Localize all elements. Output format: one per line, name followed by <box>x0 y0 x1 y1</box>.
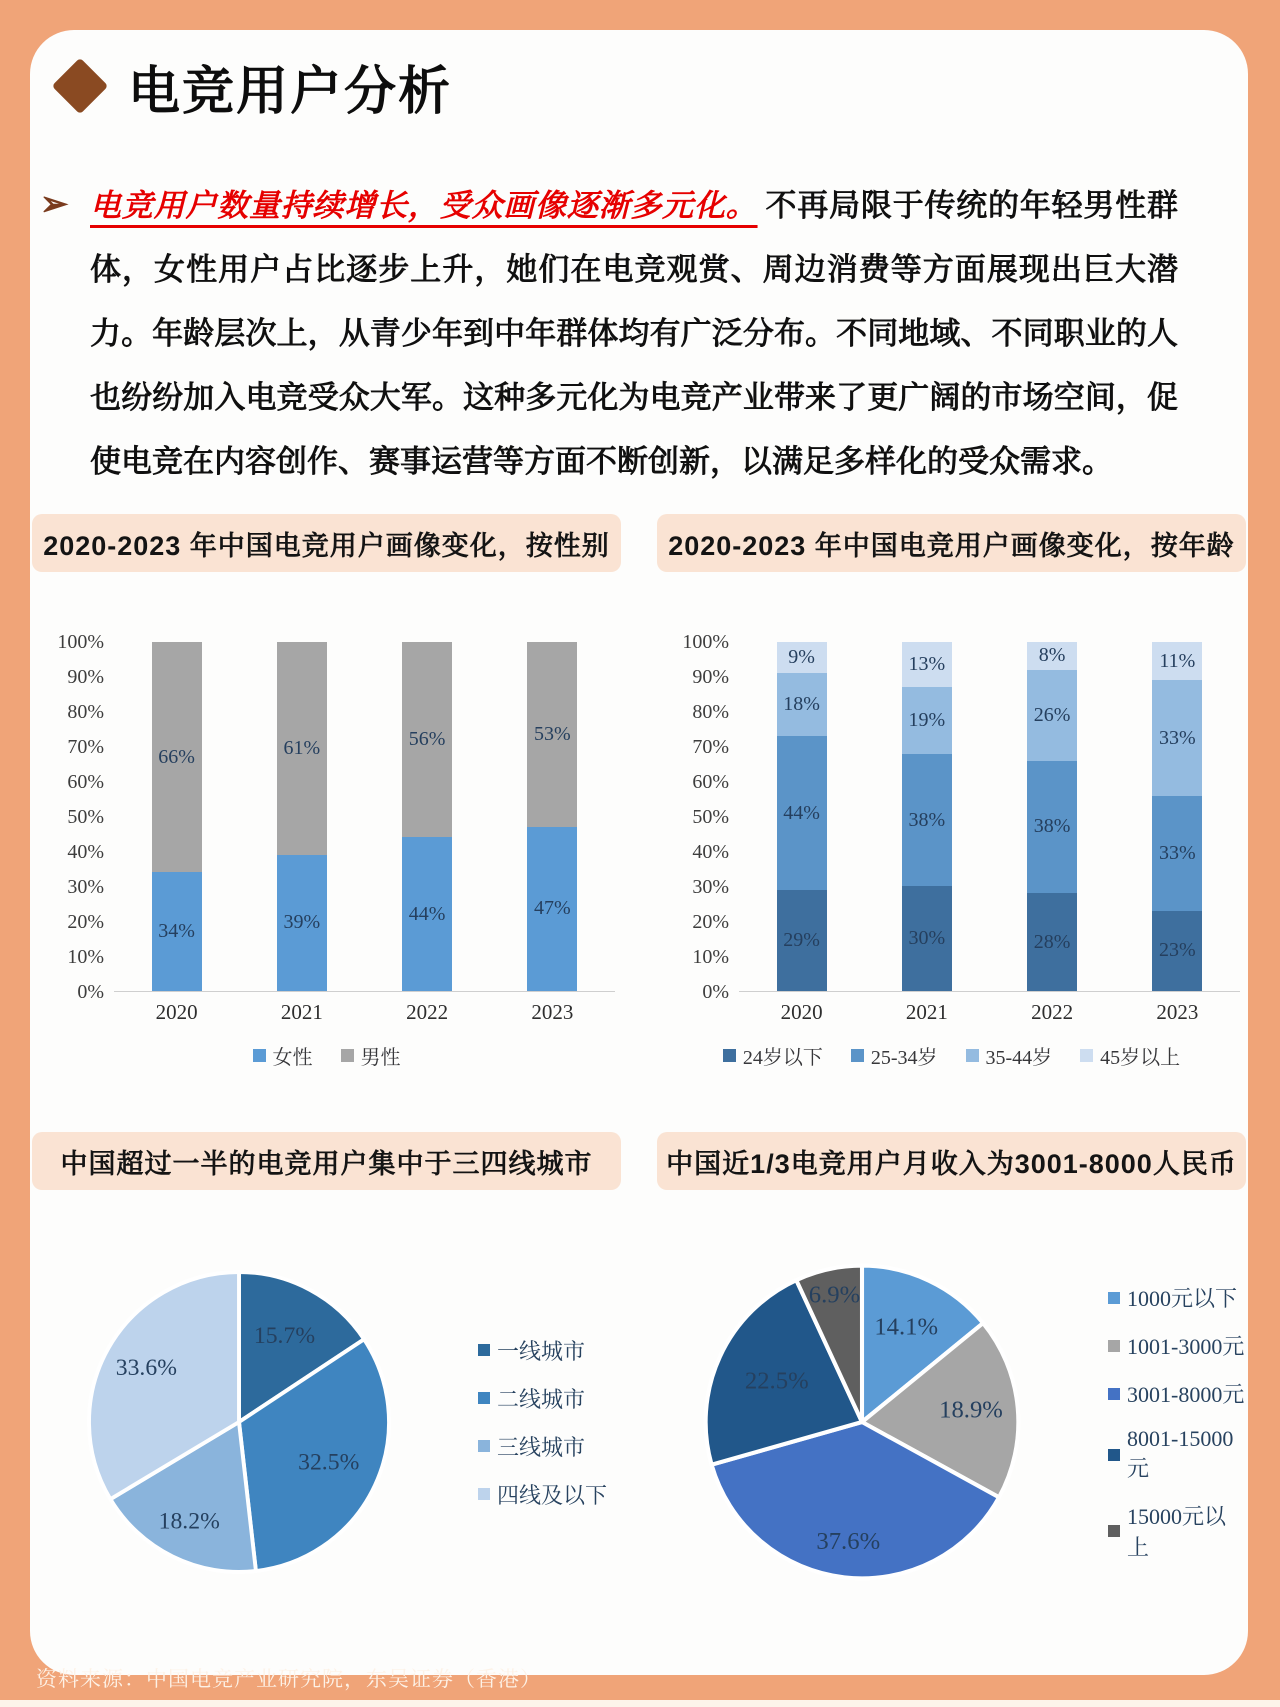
legend-item <box>1108 1500 1246 1562</box>
stacked-bar <box>777 642 827 991</box>
bar-value-label: 11% <box>1159 649 1196 672</box>
legend-item <box>1108 1282 1246 1313</box>
pie-svg <box>74 1257 404 1587</box>
legend-label: 35-44岁 <box>985 1047 1053 1069</box>
legend-label: 1001-3000元 <box>1127 1334 1245 1359</box>
bar-value-label: 26% <box>1033 703 1071 726</box>
bar-segment <box>402 837 452 991</box>
bar-segment <box>527 642 577 827</box>
bar-charts-row <box>32 572 1246 1070</box>
bar-segment <box>777 642 827 673</box>
bar-slot <box>490 642 615 991</box>
source-note: 资料来源：中国电竞产业研究院，东吴证券（香港） <box>36 1668 542 1691</box>
y-axis-tick-label: 50% <box>67 806 104 828</box>
legend-item <box>478 1335 607 1366</box>
bar-value-label: 53% <box>534 723 571 745</box>
bar-value-label: 66% <box>158 745 195 768</box>
y-axis-tick-label: 0% <box>77 981 104 1003</box>
legend-marker-icon <box>851 1049 864 1062</box>
stacked-bar <box>402 642 452 991</box>
chart-legend <box>32 1041 621 1070</box>
bar-value-label: 28% <box>1033 930 1071 953</box>
pie-svg <box>690 1250 1034 1594</box>
bar-slot <box>114 642 239 991</box>
bar-slot <box>365 642 490 991</box>
y-axis-tick-label: 60% <box>692 771 729 793</box>
legend-item <box>1108 1426 1246 1483</box>
legend-label: 24岁以下 <box>742 1047 823 1069</box>
y-axis-tick-label: 30% <box>692 876 729 898</box>
bar-value-label: 18% <box>783 693 820 716</box>
bar-value-label: 56% <box>408 728 446 751</box>
bar-segment <box>1027 761 1077 894</box>
chart-title-gender: 2020-2023 年中国电竞用户画像变化，按性别 <box>32 514 621 572</box>
legend-marker-icon <box>1108 1292 1120 1304</box>
legend-marker-icon <box>478 1488 490 1500</box>
bar-segment <box>152 872 202 991</box>
bar-segment <box>902 642 952 687</box>
pie-value-label <box>939 1397 1003 1424</box>
y-axis-tick-label: 50% <box>692 806 729 828</box>
legend-label: 三线城市 <box>497 1434 586 1460</box>
legend-item <box>341 1041 401 1070</box>
y-axis-tick-label: 0% <box>702 981 729 1003</box>
chart-legend <box>657 1041 1246 1070</box>
x-axis-labels <box>739 1000 1240 1025</box>
bar-segment <box>777 673 827 736</box>
stacked-bar <box>152 642 202 991</box>
summary-block <box>40 174 1178 494</box>
x-axis-tick-label: 2022 <box>406 1000 449 1024</box>
bar-value-label: 39% <box>283 911 321 934</box>
bar-slot <box>990 642 1115 991</box>
y-axis-tick-label: 40% <box>67 841 104 863</box>
bar-value-label: 47% <box>534 897 571 920</box>
bar-slot <box>1115 642 1240 991</box>
bar-segment <box>1152 680 1202 795</box>
x-axis-tick-label: 2021 <box>905 1000 948 1024</box>
legend-marker-icon <box>1108 1525 1120 1537</box>
stacked-bar <box>527 642 577 991</box>
stacked-bar <box>277 642 327 991</box>
summary-paragraph <box>90 174 1178 494</box>
legend-marker-icon <box>253 1049 266 1062</box>
legend-label: 45岁以上 <box>1100 1047 1181 1069</box>
bar-segment <box>152 642 202 872</box>
y-axis-tick-label: 40% <box>692 841 729 863</box>
pie-value-label <box>816 1528 880 1555</box>
stacked-bar <box>902 642 952 991</box>
legend-marker-icon <box>723 1049 736 1062</box>
chart-title-age: 2020-2023 年中国电竞用户画像变化，按年龄 <box>657 514 1246 572</box>
y-axis-tick-label: 80% <box>67 701 104 723</box>
legend-label: 1000元以下 <box>1127 1286 1238 1311</box>
income-pie-chart <box>666 1190 1246 1594</box>
legend-item <box>1080 1041 1180 1070</box>
legend-item <box>478 1479 607 1510</box>
legend-label: 一线城市 <box>497 1338 586 1364</box>
bar-value-label: 23% <box>1159 939 1196 962</box>
x-axis-labels <box>114 1000 615 1025</box>
summary-body: 不再局限于传统的年轻男性群体，女性用户占比逐步上升，她们在电竞观赏、周边消费等方面展现出巨大潜力。年龄层次上，从青少年到中年群体均有广泛分布。不同地域、不同职业的人也纷纷加入电竞受众大军。这种多元化为电竞产业带来了更广阔的市场空间，促使电竞在内容创作、赛事运营等方面不断创新，以满足多样化的受众需求。 <box>90 188 1179 479</box>
y-axis-tick-label: 100% <box>682 631 729 653</box>
bar-value-label: 13% <box>908 653 946 676</box>
legend-item <box>478 1383 607 1414</box>
legend-marker-icon <box>341 1049 354 1062</box>
y-axis <box>665 631 729 1003</box>
pie-value-label <box>745 1368 809 1395</box>
y-axis-tick-label: 80% <box>692 701 729 723</box>
summary-highlight: 电竞用户数量持续增长，受众画像逐渐多元化。 <box>90 188 758 223</box>
city-tier-pie-chart <box>32 1190 630 1594</box>
bar-chart-plot <box>665 631 1246 1003</box>
bottom-strip <box>0 1700 1280 1707</box>
legend-label: 25-34岁 <box>870 1047 938 1069</box>
bar-segment <box>902 754 952 887</box>
legend-marker-icon <box>966 1049 979 1062</box>
y-axis-tick-label: 30% <box>67 876 104 898</box>
chart-legend <box>1108 1282 1246 1562</box>
y-axis-tick-label: 70% <box>692 736 729 758</box>
bar-segment <box>902 886 952 991</box>
bar-slot <box>864 642 989 991</box>
legend-marker-icon <box>1080 1049 1093 1062</box>
y-axis-tick-label: 20% <box>692 911 729 933</box>
legend-marker-icon <box>1108 1340 1120 1352</box>
bar-segment <box>1027 642 1077 670</box>
y-axis-tick-label: 10% <box>692 946 729 968</box>
legend-item <box>723 1041 823 1070</box>
bar-segment <box>402 642 452 837</box>
chart-title-income: 中国近1/3电竞用户月收入为3001-8000人民币 <box>657 1132 1246 1190</box>
bar-segment <box>527 827 577 991</box>
bar-value-label: 44% <box>408 902 446 925</box>
bar-value-label: 30% <box>908 927 946 950</box>
bar-segment <box>1152 642 1202 680</box>
legend-item <box>478 1431 607 1462</box>
legend-item <box>1108 1330 1246 1361</box>
chart-title-city-tier: 中国超过一半的电竞用户集中于三四线城市 <box>32 1132 621 1190</box>
bar-segment <box>1027 670 1077 761</box>
arrow-bullet-icon: ➢ <box>40 185 69 223</box>
bar-value-label: 38% <box>908 808 946 831</box>
bar-value-label: 61% <box>283 736 321 759</box>
pie-value-label <box>254 1323 315 1349</box>
y-axis-tick-label: 90% <box>692 666 729 688</box>
bar-value-label: 38% <box>1033 815 1071 838</box>
legend-item <box>966 1041 1053 1070</box>
bar-chart-titles-row <box>32 514 1246 572</box>
pie-value-label <box>116 1355 177 1381</box>
x-axis-tick-label: 2023 <box>1156 1000 1199 1024</box>
legend-marker-icon <box>478 1440 490 1452</box>
pie-value-label <box>298 1449 359 1475</box>
gender-stacked-bar-chart <box>32 572 621 1070</box>
pie-charts-row <box>32 1190 1246 1594</box>
pie-value-label <box>809 1281 860 1308</box>
bar-segment <box>277 855 327 991</box>
y-axis-tick-label: 20% <box>67 911 104 933</box>
bar-value-label: 8% <box>1038 644 1066 667</box>
pie-value-label <box>159 1508 220 1534</box>
legend-label: 8001-15000元 <box>1127 1426 1234 1481</box>
bar-value-label: 33% <box>1159 726 1196 749</box>
stacked-bar <box>1152 642 1202 991</box>
x-axis-tick-label: 2020 <box>780 1000 823 1024</box>
bar-segment <box>902 687 952 753</box>
pie-value-label <box>874 1313 938 1340</box>
pie-chart-titles-row <box>32 1132 1246 1190</box>
y-axis-tick-label: 90% <box>67 666 104 688</box>
x-axis-tick-label: 2022 <box>1031 1000 1074 1024</box>
bar-value-label: 34% <box>158 920 195 943</box>
legend-label: 女性 <box>272 1047 313 1069</box>
bar-segment <box>277 642 327 855</box>
legend-label: 15000元以上 <box>1127 1504 1227 1560</box>
legend-item <box>253 1041 313 1070</box>
legend-marker-icon <box>1108 1388 1120 1400</box>
y-axis <box>40 631 104 1003</box>
bar-value-label: 9% <box>788 646 815 669</box>
bar-value-label: 33% <box>1159 841 1196 864</box>
bar-segment <box>1152 796 1202 911</box>
legend-marker-icon <box>478 1392 490 1404</box>
legend-marker-icon <box>478 1344 490 1356</box>
bar-segment <box>1027 893 1077 991</box>
bar-value-label: 44% <box>783 801 820 824</box>
bar-value-label: 29% <box>783 928 820 951</box>
plot-area <box>739 642 1240 992</box>
bar-segment <box>1152 911 1202 991</box>
bar-chart-plot <box>40 631 621 1003</box>
stacked-bar <box>1027 642 1077 991</box>
chart-legend <box>478 1335 607 1510</box>
bar-segment <box>777 736 827 890</box>
x-axis-tick-label: 2020 <box>155 1000 198 1024</box>
bar-slot <box>239 642 364 991</box>
legend-label: 男性 <box>360 1047 401 1069</box>
bar-value-label: 19% <box>908 709 946 732</box>
diamond-icon <box>52 58 109 115</box>
legend-label: 3001-8000元 <box>1127 1382 1245 1407</box>
legend-label: 二线城市 <box>497 1386 586 1412</box>
x-axis-tick-label: 2021 <box>280 1000 323 1024</box>
y-axis-tick-label: 70% <box>67 736 104 758</box>
legend-label: 四线及以下 <box>497 1482 608 1508</box>
y-axis-tick-label: 60% <box>67 771 104 793</box>
age-stacked-bar-chart <box>657 572 1246 1070</box>
plot-area <box>114 642 615 992</box>
legend-marker-icon <box>1108 1449 1120 1461</box>
bar-slot <box>739 642 864 991</box>
content-card <box>30 30 1248 1675</box>
page-title: 电竞用户分析 <box>128 62 453 121</box>
x-axis-tick-label: 2023 <box>531 1000 574 1024</box>
legend-item <box>851 1041 938 1070</box>
page-header <box>50 56 1248 121</box>
y-axis-tick-label: 100% <box>57 631 104 653</box>
bar-segment <box>777 890 827 991</box>
legend-item <box>1108 1378 1246 1409</box>
y-axis-tick-label: 10% <box>67 946 104 968</box>
